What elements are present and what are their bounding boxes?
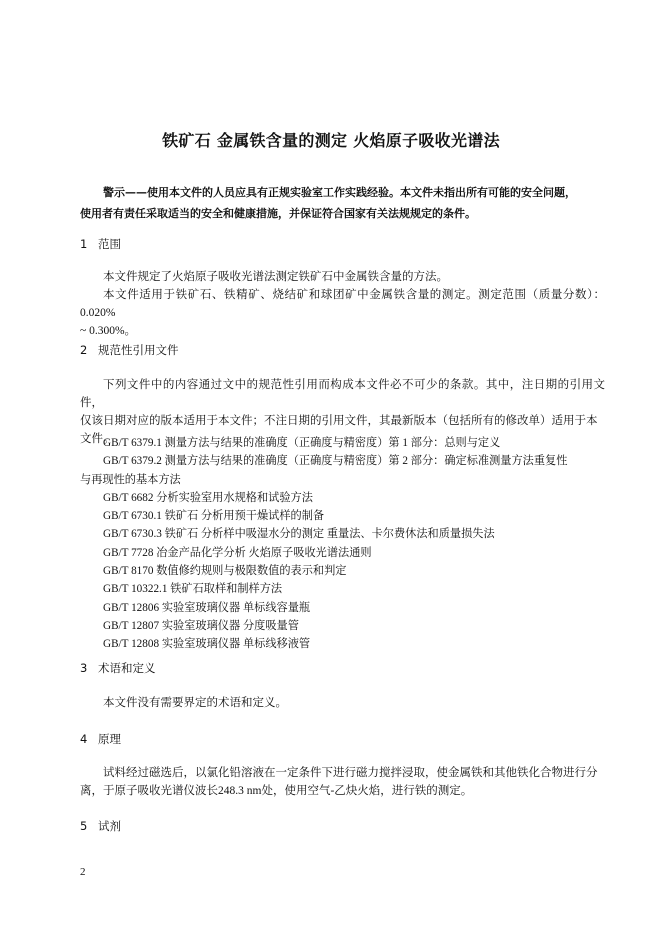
section-number: 2	[80, 343, 88, 357]
reference-item-continuation: 与再现性的基本方法	[80, 473, 181, 486]
section-number: 3	[80, 661, 88, 675]
terms-paragraph: 本文件没有需要界定的术语和定义。	[103, 697, 287, 709]
reference-list	[80, 434, 605, 654]
reference-item: GB/T 12807 实验室玻璃仪器 分度吸量管	[103, 619, 299, 632]
section-title: 规范性引用文件	[98, 343, 179, 357]
reference-item: GB/T 6379.2 测量方法与结果的准确度（正确度与精密度）第 2 部分：确定标准测量方法重复性	[103, 455, 568, 468]
warning-line-2: 使用者有责任采取适当的安全和健康措施，并保证符合国家有关法规规定的条件。	[80, 207, 476, 220]
normative-intro-line-3: 文件。	[80, 433, 115, 445]
section-title: 范围	[98, 237, 121, 251]
scope-paragraph-2-line-1: 本文件适用于铁矿石、铁精矿、烧结矿和球团矿中金属铁含量的测定。测定范围（质量分数）：0.020%	[80, 289, 605, 319]
reference-item: GB/T 6682 分析实验室用水规格和试验方法	[103, 491, 313, 504]
normative-intro-line-1: 下列文件中的内容通过文中的规范性引用而构成本文件必不可少的条款。其中，注日期的引用文件，	[80, 379, 605, 409]
principle-body	[80, 764, 605, 800]
scope-paragraph-2-line-2: ~ 0.300%。	[80, 325, 137, 337]
warning-block	[80, 182, 605, 224]
section-heading-normative	[80, 342, 179, 358]
reference-item: GB/T 12806 实验室玻璃仪器 单标线容量瓶	[103, 601, 311, 614]
warning-line-1: 警示——使用本文件的人员应具有正规实验室工作实践经验。本文件未指出所有可能的安全问题，	[103, 186, 576, 199]
section-title: 试剂	[98, 819, 121, 833]
scope-paragraph-1: 本文件规定了火焰原子吸收光谱法测定铁矿石中金属铁含量的方法。	[103, 271, 448, 283]
normative-intro-line-2: 仅该日期对应的版本适用于本文件；不注日期的引用文件，其最新版本（包括所有的修改单）适用于本	[80, 415, 598, 427]
principle-line-2: 离，于原子吸收光谱仪波长248.3 nm处，使用空气-乙炔火焰，进行铁的测定。	[80, 785, 473, 797]
section-heading-scope	[80, 236, 121, 252]
section-number: 5	[80, 819, 88, 833]
reference-item: GB/T 8170 数值修约规则与极限数值的表示和判定	[103, 565, 347, 578]
section-heading-reagents	[80, 818, 121, 834]
scope-body	[80, 268, 605, 340]
reference-item: GB/T 6379.1 测量方法与结果的准确度（正确度与精密度）第 1 部分：总则与定义	[103, 437, 501, 449]
reference-item: GB/T 6730.3 铁矿石 分析样中吸湿水分的测定 重量法、卡尔费休法和质量损失法	[103, 528, 495, 541]
reference-item: GB/T 7728 冶金产品化学分析 火焰原子吸收光谱法通则	[103, 546, 372, 559]
principle-line-1: 试料经过磁选后，以氯化铅溶液在一定条件下进行磁力搅拌浸取，使金属铁和其他铁化合物进行分	[103, 767, 598, 779]
reference-item: GB/T 6730.1 铁矿石 分析用预干燥试样的制备	[103, 510, 325, 523]
section-heading-terms	[80, 660, 156, 676]
document-title: 铁矿石 金属铁含量的测定 火焰原子吸收光谱法	[162, 131, 500, 150]
section-title: 原理	[98, 732, 121, 746]
section-title: 术语和定义	[98, 661, 156, 675]
section-number: 4	[80, 732, 88, 746]
reference-item: GB/T 10322.1 铁矿石取样和制样方法	[103, 583, 283, 596]
section-number: 1	[80, 237, 88, 251]
terms-body	[80, 694, 605, 712]
section-heading-principle	[80, 731, 121, 747]
reference-item: GB/T 12808 实验室玻璃仪器 单标线移液管	[103, 638, 311, 651]
page-number: 2	[80, 866, 86, 878]
